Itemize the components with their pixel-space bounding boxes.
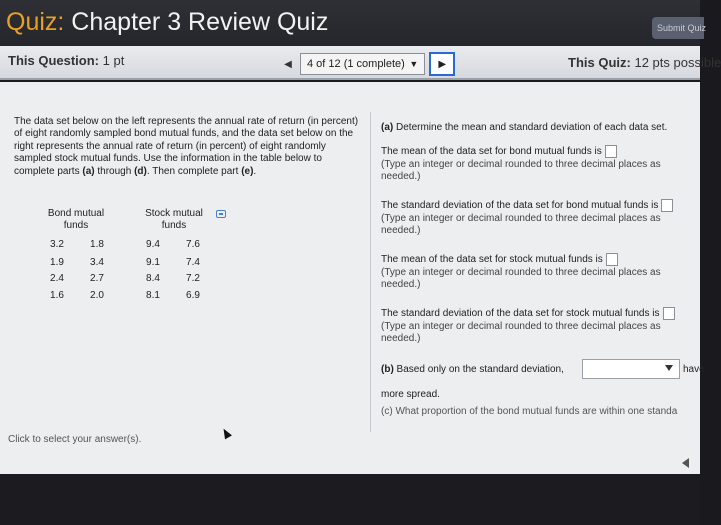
previous-question-button[interactable]	[276, 53, 300, 75]
spread-select-dropdown[interactable]	[582, 359, 680, 379]
bond-mean-input[interactable]	[605, 145, 617, 158]
click-to-select-hint: Click to select your answer(s).	[8, 434, 142, 445]
this-quiz-points: This Quiz: 12 pts possible	[568, 55, 721, 70]
stock-funds-header: Stock mutual funds	[145, 208, 203, 231]
bottom-bezel	[0, 474, 700, 525]
arrow-left-icon: ◀	[284, 58, 292, 70]
question-bar	[0, 46, 721, 80]
stock-stddev-input[interactable]	[663, 307, 675, 320]
chevron-down-icon: ▼	[406, 59, 419, 69]
this-question-points: This Question: 1 pt	[8, 53, 125, 68]
next-question-button[interactable]	[429, 52, 455, 76]
question-stock-stddev: The standard deviation of the data set for stock mutual funds is (Type an integer or decimal rounded to three decimal places as needed.)	[381, 307, 691, 346]
part-c-partial-text: (c) What proportion of the bond mutual funds are within one standa	[381, 406, 678, 417]
part-b-question: (b) Based only on the standard deviation, more spread.	[381, 364, 564, 400]
title-bar	[0, 0, 707, 46]
submit-quiz-button[interactable]: Submit Quiz	[652, 17, 704, 39]
arrow-right-icon: ▶	[438, 58, 447, 70]
part-a-instruction: (a) Determine the mean and standard deviation of each data set.	[381, 122, 668, 133]
problem-statement: The data set below on the left represents the annual rate of return (in percent) of eight randomly sampled bond mutual funds, and the data set below on the right represents the annual rate of return (in percent) of eight randomly sampled stock mutual funds. Use the information in the table below to complete parts (a) through (d). Then complete part (e).	[14, 116, 359, 177]
question-content: The data set below on the left represents the annual rate of return (in percent) of eight randomly sampled bond mutual funds, and the data set below on the right represents the annual rate of return (in percent) of eight randomly sampled stock mutual funds. Use the information in the table below to complete parts (a) through (d). Then complete part (e). Bond mutual funds Stock mutual funds 3.2 1.8 9.4 7.6 1.9 3.4 9.1 7.4 2.4 2.7 8.4 7.2 1.6 2.0 8.1 6.9 (a) Determine the mean and standard deviation of each data set. The mean of the data set for bond mutual funds is (Type an integer or decimal rounded to three decimal places as needed.) The standard deviation of the data set for bond mutual funds is (Type an integer or decimal rounded to three decimal places as needed.) The mean of the data set for stock mutual funds is (Type an integer or decimal rounded to three decimal places as needed.) The standard deviation of the data set for stock mutual funds is (Type an integer or decimal rounded to three decimal places as needed.) (b) Based only on the standard deviation, more spread. have (c) What proportion of the bond mutual funds are within one standa Click to select your answer(s).	[0, 82, 700, 474]
scroll-left-icon[interactable]	[682, 458, 689, 468]
part-b-after-text: have	[683, 364, 705, 375]
copy-data-icon[interactable]	[216, 210, 226, 218]
question-stock-mean: The mean of the data set for stock mutual funds is (Type an integer or decimal rounded to three decimal places as needed.)	[381, 254, 661, 291]
question-bond-mean: The mean of the data set for bond mutual funds is (Type an integer or decimal rounded to three decimal places as needed.)	[381, 146, 661, 183]
panel-divider	[370, 112, 371, 432]
question-navigator	[276, 52, 455, 76]
question-bond-stddev: The standard deviation of the data set for bond mutual funds is (Type an integer or decimal rounded to three decimal places as needed.)	[381, 199, 691, 238]
bond-stddev-input[interactable]	[661, 199, 673, 212]
mouse-cursor-icon	[220, 427, 232, 440]
stock-mean-input[interactable]	[606, 253, 618, 266]
chevron-down-icon	[665, 365, 673, 371]
quiz-title: Quiz: Chapter 3 Review Quiz	[6, 8, 329, 36]
bond-funds-header: Bond mutual funds	[47, 208, 105, 231]
question-select-dropdown[interactable]: 4 of 12 (1 complete) ▼	[300, 53, 425, 75]
